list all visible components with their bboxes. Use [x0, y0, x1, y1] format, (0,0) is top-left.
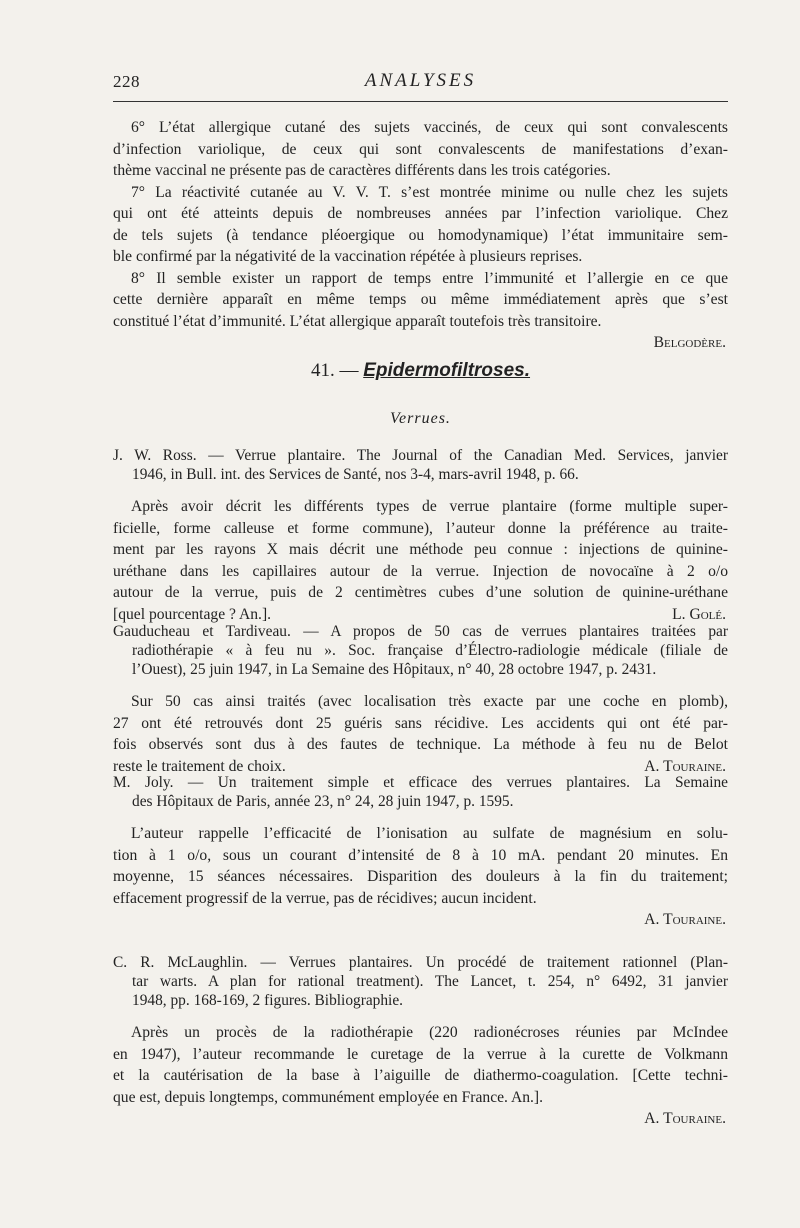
section-subtitle: Verrues. — [390, 410, 451, 427]
article-reference — [113, 953, 728, 1010]
signature: A. Touraine. — [644, 1110, 726, 1127]
article-reference — [113, 622, 728, 679]
reference-line: des Hôpitaux de Paris, année 23, n° 24, 28 juin 1947, p. 1595. — [132, 793, 514, 810]
reference-line: M. Joly. — Un traitement simple et efficace des verrues plantaires. La Semaine — [113, 774, 728, 791]
intro-continuation — [113, 117, 728, 354]
article-ross — [113, 446, 728, 625]
body-line: reste le traitement de choix. — [113, 757, 286, 775]
article-reference — [113, 446, 728, 484]
body-line: que est, depuis longtemps, communément employée en France. An.]. — [113, 1088, 544, 1106]
body-line: 27 ont été retrouvés dont 25 guéris sans récidive. Les accidents qui ont été par- — [113, 714, 728, 732]
section-dash: — — [339, 360, 359, 381]
section-number: 41. — [310, 360, 335, 381]
reference-line: 1946, in Bull. int. des Services de Santé, nos 3-4, mars-avril 1948, p. 66. — [132, 466, 579, 483]
reference-line: l’Ouest), 25 juin 1947, in La Semaine des Hôpitaux, n° 40, 28 octobre 1947, p. 2431. — [132, 661, 657, 678]
intro-line: 6° L’état allergique cutané des sujets vaccinés, de ceux qui sont convalescents — [131, 119, 728, 136]
article-reference — [113, 773, 728, 811]
body-line: effacement progressif de la verrue, pas de récidives; aucun incident. — [113, 889, 537, 907]
body-line: [quel pourcentage ? An.]. — [113, 605, 272, 623]
body-line: Après un procès de la radiothérapie (220 radionécroses réunies par McIndee — [131, 1024, 728, 1041]
body-line: ment par les rayons X mais décrit une méthode peu connue : injections de quinine- — [113, 541, 728, 558]
reference-line: tar warts. A plan for rational treatment). The Lancet, t. 254, n° 6492, 31 janvier — [132, 973, 728, 990]
reference-line: C. R. McLaughlin. — Verrues plantaires. Un procédé de traitement rationnel (Plan- — [113, 954, 728, 971]
intro-line: cette dernière apparaît en même temps ou même immédiatement après que s’est — [113, 291, 728, 308]
signature: L. Golé. — [672, 605, 726, 623]
body-line: en 1947), l’auteur recommande le curetage de la verrue à la curette de Volkmann — [113, 1045, 728, 1063]
article-mclaughlin — [113, 953, 728, 1130]
intro-line: constitué l’état d’immunité. L’état allergique apparaît toutefois très transitoire. — [113, 312, 602, 330]
signature: A. Touraine. — [644, 757, 726, 775]
intro-line: 8° Il semble exister un rapport de temps entre l’immunité et l’allergie en ce que — [131, 269, 728, 287]
reference-line: 1948, pp. 168-169, 2 figures. Bibliographie. — [132, 992, 404, 1009]
body-line: tion à 1 o/o, sous un courant d’intensité de 8 à 10 mA. pendant 20 minutes. En — [113, 846, 728, 864]
body-line: moyenne, 15 séances nécessaires. Disparition des douleurs à la fin du traitement; — [113, 868, 728, 885]
page-number: 228 — [113, 72, 140, 91]
intro-line: thème vaccinal ne présente pas de caractères différents dans les trois catégories. — [113, 162, 611, 179]
body-line: autour de la verrue, puis de 2 centimètres cubes d’une solution de quinine-uréthane — [113, 584, 728, 601]
section-name: Epidermofiltroses. — [363, 360, 531, 381]
intro-line: d’infection variolique, de ceux qui sont convalescents de manifestations d’exan- — [113, 140, 728, 158]
signature: Belgodère. — [653, 334, 726, 351]
body-line: et la cautérisation de la base à l’aiguille de diathermo-coagulation. [Cette techni- — [113, 1067, 728, 1084]
section-title — [113, 358, 728, 384]
reference-line: J. W. Ross. — Verrue plantaire. The Journal of the Canadian Med. Services, janvier — [113, 447, 728, 464]
intro-line: qui ont été atteints depuis de nombreuses années par l’infection variolique. Chez — [113, 205, 728, 222]
page-header — [113, 70, 728, 96]
body-line: uréthane dans les capillaires autour de la verrue. Injection de novocaïne à 2 o/o — [113, 562, 728, 580]
article-joly — [113, 773, 728, 931]
intro-line: 7° La réactivité cutanée au V. V. T. s’est montrée minime ou nulle chez les sujets — [131, 183, 728, 201]
reference-line: radiothérapie « à feu nu ». Soc. française d’Électro-radiologie médicale (filiale de — [132, 642, 728, 659]
intro-line: de tels sujets (à tendance pléoergique ou homodynamique) l’état immunitaire sem- — [113, 226, 728, 244]
running-title: ANALYSES — [364, 70, 477, 91]
body-line: fois observés sont dus à des fautes de technique. La méthode à feu nu de Belot — [113, 736, 728, 753]
body-line: Sur 50 cas ainsi traités (avec localisation très exacte par une coche en plomb), — [131, 693, 728, 710]
intro-line: ble confirmé par la négativité de la vaccination répétée à plusieurs reprises. — [113, 248, 583, 265]
reference-line: Gauducheau et Tardiveau. — A propos de 50 cas de verrues plantaires traitées par — [113, 623, 728, 640]
body-line: L’auteur rappelle l’efficacité de l’ionisation au sulfate de magnésium en solu- — [131, 825, 728, 842]
article-gauducheau — [113, 622, 728, 777]
body-line: Après avoir décrit les différents types de verrue plantaire (forme multiple super- — [131, 498, 728, 515]
header-rule — [113, 101, 728, 102]
signature: A. Touraine. — [644, 911, 726, 928]
body-line: ficielle, forme calleuse et forme commune), l’auteur donne la préférence au traite- — [113, 519, 728, 537]
